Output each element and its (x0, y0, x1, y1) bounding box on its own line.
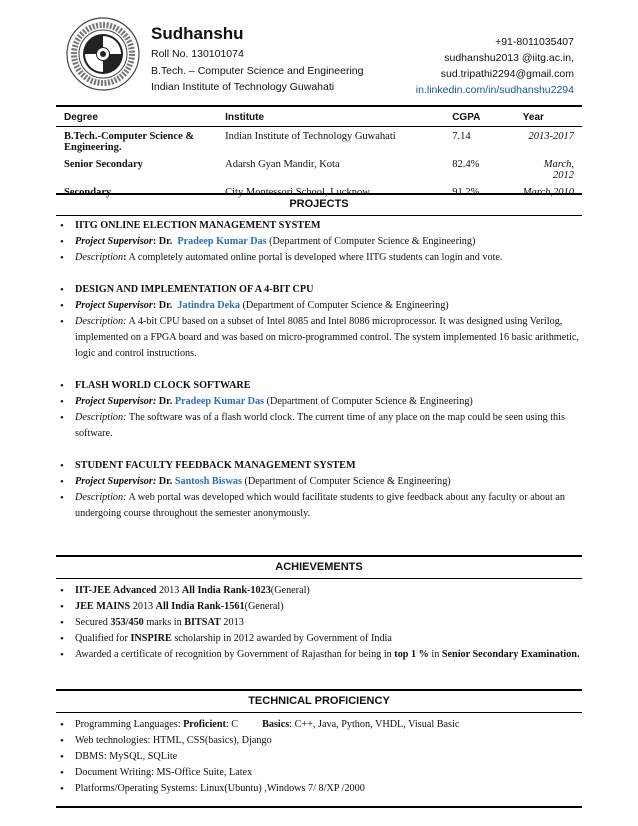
list-item: • Platforms/Operating Systems: Linux(Ubuntu) ,Windows 7/ 8/XP /2000 (56, 781, 582, 797)
degree-cell: Senior Secondary (64, 159, 143, 170)
institute: Indian Institute of Technology Guwahati (151, 81, 335, 93)
education-header-row (56, 108, 582, 127)
year-cell: March, 2012 (543, 159, 574, 181)
list-item: • Programming Languages: Proficient: C Basics: C++, Java, Python, VHDL, Visual Basic (56, 717, 582, 733)
cgpa-cell: 7.14 (452, 131, 471, 142)
program: B.Tech. – Computer Science and Engineering (151, 65, 364, 77)
project-supervisor: • Project Supervisor: Dr. Pradeep Kumar Das (Department of Computer Science & Engineering) (56, 234, 582, 250)
project-title: • DESIGN AND IMPLEMENTATION OF A 4-BIT CPU (56, 282, 582, 298)
col-institute: Institute (217, 108, 444, 127)
list-item: • Qualified for INSPIRE scholarship in 2012 awarded by Government of India (56, 631, 582, 647)
section-divider (56, 193, 582, 195)
list-item: • Web technologies: HTML, CSS(basics), Django (56, 733, 582, 749)
col-degree: Degree (56, 108, 217, 127)
achievements-list (56, 583, 582, 663)
section-divider (56, 578, 582, 579)
section-divider (56, 555, 582, 557)
col-cgpa: CGPA (444, 108, 515, 127)
section-divider (56, 689, 582, 691)
candidate-name: Sudhanshu (151, 24, 244, 43)
section-divider (56, 712, 582, 713)
list-item: • Awarded a certificate of recognition by Government of Rajasthan for being in top 1 % in Senior Secondary Examination. (56, 647, 582, 663)
phone-number: +91-8011035407 (495, 36, 574, 48)
institute-cell: Indian Institute of Technology Guwahati (225, 131, 396, 142)
list-item: • DBMS: MySQL, SQLite (56, 749, 582, 765)
list-item: • Document Writing: MS-Office Suite, Latex (56, 765, 582, 781)
degree-cell: B.Tech.-Computer Science & Engineering. (64, 131, 195, 153)
email-gmail[interactable]: sud.tripathi2294@gmail.com (440, 68, 574, 80)
projects-list (56, 218, 582, 522)
project-description: • Description: The software was of a flash world clock. The current time of any place on the map could be seen using this software. (56, 410, 582, 442)
linkedin-link[interactable]: in.linkedin.com/in/sudhanshu2294 (415, 84, 574, 96)
technical-heading: TECHNICAL PROFICIENCY (248, 695, 390, 707)
project-description: • Description: A 4-bit CPU based on a subset of Intel 8085 and Intel 8086 microprocessor. It was designed using Verilog, implemented on a FPGA board and was based on micro-programmed control. The system implemented 16 basic arithmetic, logic and control instructions. (56, 314, 582, 362)
cgpa-cell: 82.4% (452, 159, 480, 170)
list-item: • Secured 353/450 marks in BITSAT 2013 (56, 615, 582, 631)
section-divider (56, 215, 582, 216)
achievements-heading: ACHIEVEMENTS (275, 561, 363, 573)
iitg-logo-icon (66, 17, 140, 91)
technical-list (56, 717, 582, 797)
project-title: • STUDENT FACULTY FEEDBACK MANAGEMENT SYSTEM (56, 458, 582, 474)
project-supervisor: • Project Supervisor: Dr. Santosh Biswas (Department of Computer Science & Engineering) (56, 474, 582, 490)
col-year: Year (515, 108, 582, 127)
email-iitg[interactable]: sudhanshu2013 @iitg.ac.in, (444, 52, 574, 64)
institute-cell: Adarsh Gyan Mandir, Kota (225, 159, 340, 170)
section-divider (56, 806, 582, 808)
table-row (56, 156, 582, 184)
education-table (56, 108, 582, 201)
year-cell: 2013-2017 (528, 131, 574, 142)
roll-number: Roll No. 130101074 (151, 48, 244, 60)
project-supervisor: • Project Supervisor: Dr. Jatindra Deka (Department of Computer Science & Engineering) (56, 298, 582, 314)
list-item: • IIT-JEE Advanced 2013 All India Rank-1023(General) (56, 583, 582, 599)
project-description: • Description: A web portal was developed which would facilitate students to give feedback about any faculty or about an undergoing course throughout the semester anonymously. (56, 490, 582, 522)
resume-header (0, 0, 638, 110)
list-item: • JEE MAINS 2013 All India Rank-1561(General) (56, 599, 582, 615)
project-supervisor: • Project Supervisor: Dr. Pradeep Kumar Das (Department of Computer Science & Engineering) (56, 394, 582, 410)
project-title: • IITG ONLINE ELECTION MANAGEMENT SYSTEM (56, 218, 582, 234)
header-divider (56, 105, 582, 107)
table-row (56, 127, 582, 157)
projects-heading: PROJECTS (289, 198, 349, 210)
project-title: • FLASH WORLD CLOCK SOFTWARE (56, 378, 582, 394)
project-description: • Description: A completely automated online portal is developed where IITG students can login and vote. (56, 250, 582, 266)
